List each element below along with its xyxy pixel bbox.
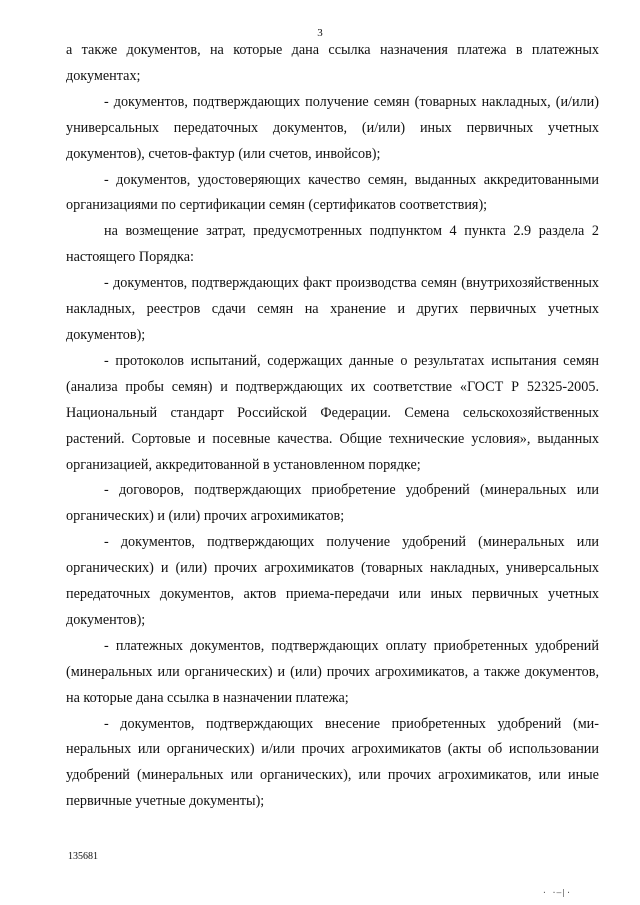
list-item-seed-production-docs: - документов, подтверждающих факт производства семян (внутрихозяйственных накладных, реестров сдачи семян на хранение и других первичных учетных документов); — [66, 275, 599, 343]
list-item-test-protocols: - протоколов испытаний, содержащих данные о результатах испытания семян (анализа пробы семян) и подтверждающих их соответствие «ГОСТ Р 52325-2005. Национальный стандарт Российской Федерации. Семена сельскохозяйственных растений. Сортовые и посевные качества. Общие технические условия», выданных организацией, аккредитованной в установленном порядке; — [66, 352, 599, 473]
list-item-fertilizer-application-docs: - документов, подтверждающих внесение приобретенных удобрений (минеральных или органических) и/или прочих агрохимикатов (акты об использовании удобрений (минеральных или органических), или прочих агрохимикатов, или иные первичные учетные документы); — [66, 715, 599, 810]
page-number: 3 — [317, 27, 323, 39]
document-body — [66, 38, 599, 815]
document-code: 135681 — [68, 851, 98, 862]
list-item-seed-receipt-docs: - документов, подтверждающих получение семян (товарных накладных, (и/или) универсальных передаточных документов, (и/или) иных первичных учетных документов), счетов-фактур (или счетов, инвойсов); — [66, 93, 599, 162]
list-item-fertilizer-receipt-docs: - документов, подтверждающих получение удобрений (минеральных или органических) и (или) прочих агрохимикатов (товарных накладных, универсальных передаточных документов, актов приема-передачи или иных первичных учетных документов); — [66, 534, 599, 628]
list-item-seed-quality-certs: - документов, удостоверяющих качество семян, выданных аккредитованными организациями по сертификации семян (сертификатов соответствия); — [66, 171, 599, 214]
section-intro-reimbursement: на возмещение затрат, предусмотренных подпунктом 4 пункта 2.9 раздела 2 настоящего Порядка: — [66, 223, 599, 266]
paragraph-continuation: а также документов, на которые дана ссылка назначения платежа в платежных документах; — [66, 42, 599, 84]
scan-corner-mark: · ·—|· — [542, 888, 571, 897]
list-item-fertilizer-contracts: - договоров, подтверждающих приобретение удобрений (минеральных или органических) и (или) прочих агрохимикатов; — [66, 482, 599, 525]
list-item-payment-docs: - платежных документов, подтверждающих оплату приобретенных удобрений (минеральных или органических) и (или) прочих агрохимикатов, а также документов, на которые дана ссылка в назначении платежа; — [66, 637, 599, 706]
